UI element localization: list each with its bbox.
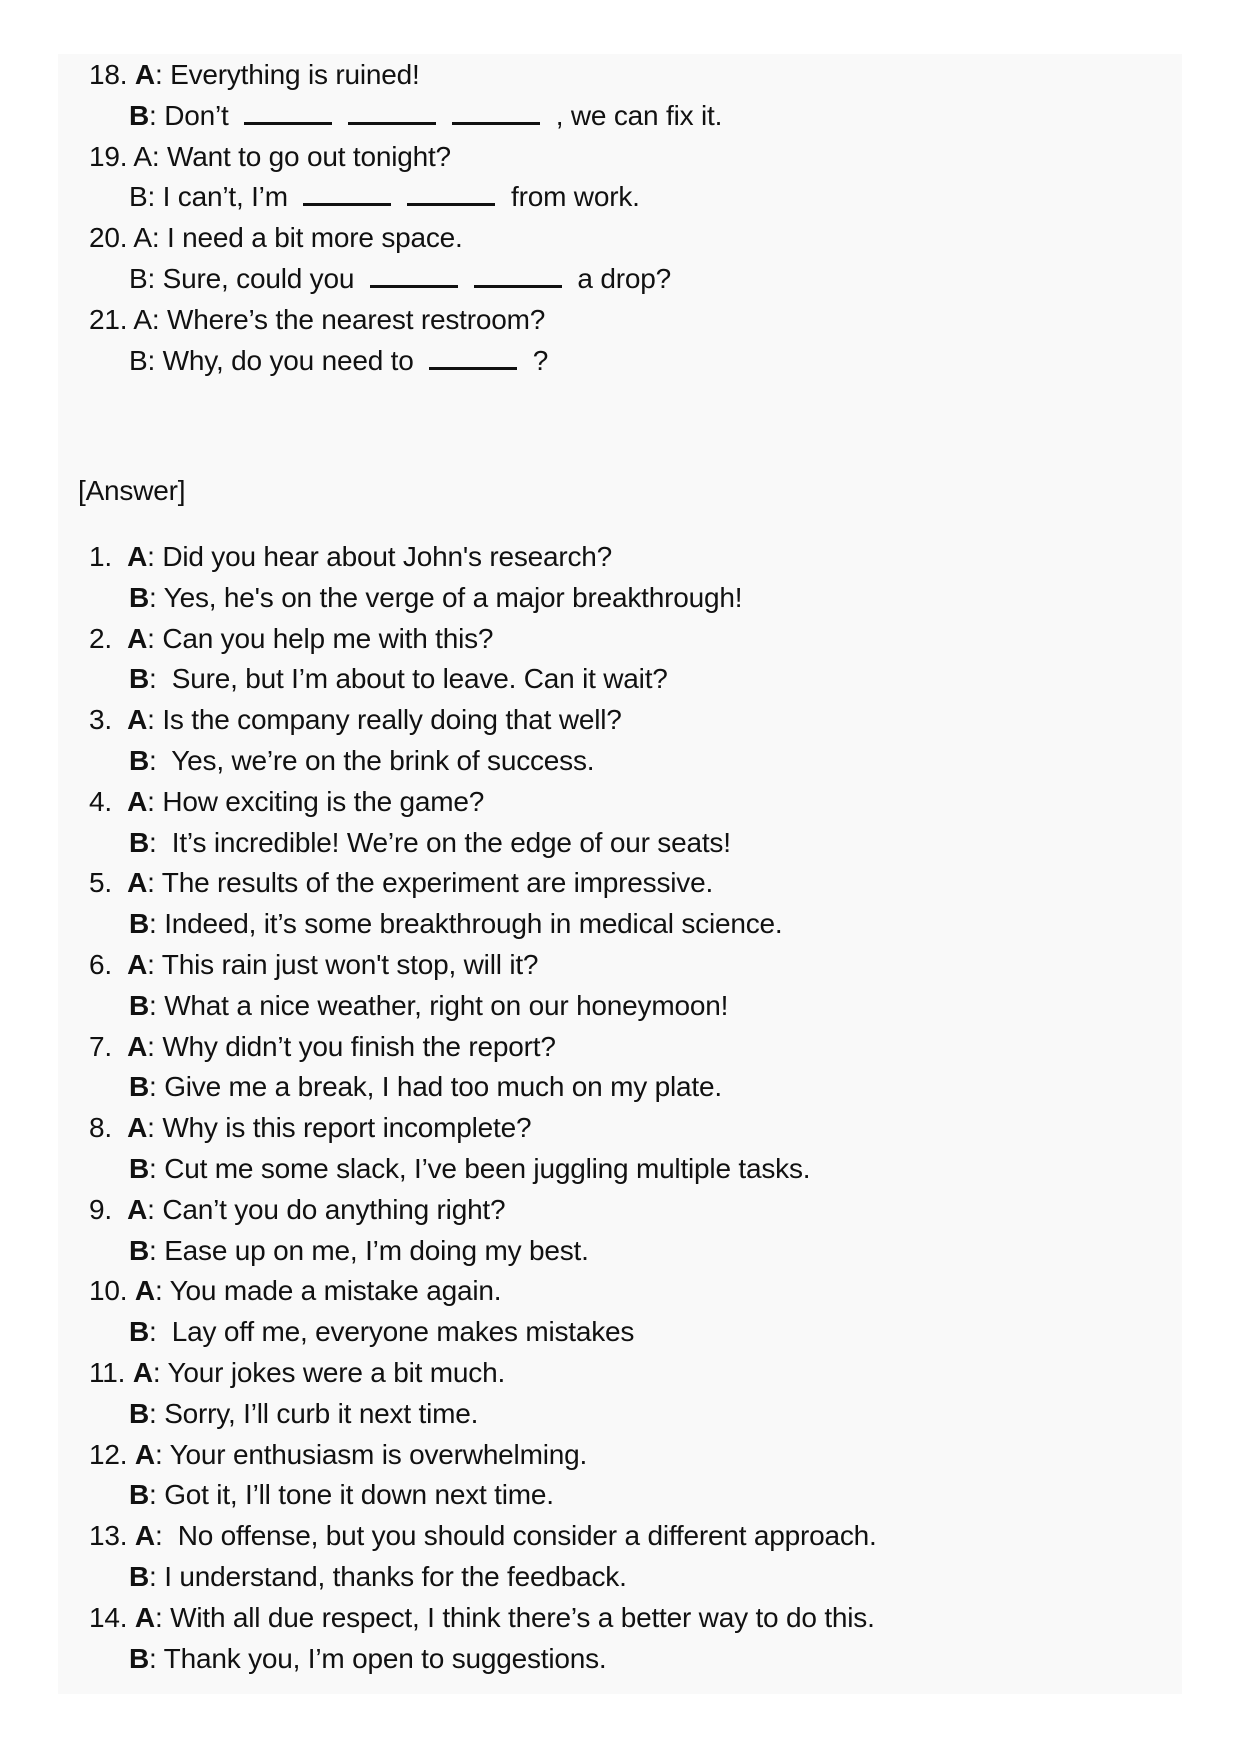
speaker-a-text: : I need a bit more space. [151, 222, 463, 254]
speaker-a-label: A [134, 59, 155, 90]
question-line-b [129, 258, 671, 299]
speaker-b-label: B [129, 181, 148, 213]
answer-number: 2. [89, 622, 112, 654]
speaker-b-text: : I understand, thanks for the feedback. [149, 1561, 627, 1592]
answer-line-b [129, 1230, 589, 1271]
speaker-b-text: : I can’t, I’m [147, 181, 288, 213]
speaker-a-text: : The results of the experiment are impressive. [147, 867, 714, 899]
speaker-a-text: : Why didn’t you finish the report? [147, 1030, 556, 1062]
speaker-a-label: A [127, 785, 148, 817]
question-line-a [89, 299, 545, 340]
speaker-a-text: : Is the company really doing that well? [147, 704, 622, 736]
question-line-b [129, 95, 722, 136]
speaker-a-text: : This rain just won't stop, will it? [147, 949, 539, 980]
speaker-a-label: A [133, 303, 152, 335]
speaker-a-label: A [127, 867, 148, 899]
answer-number: 6. [89, 949, 112, 980]
answer-blank[interactable] [348, 96, 436, 125]
question-number: 21. [89, 303, 128, 335]
speaker-b-text: : Give me a break, I had too much on my plate. [149, 1071, 722, 1103]
answer-number: 4. [89, 785, 112, 817]
speaker-b-text: : Ease up on me, I’m doing my best. [149, 1234, 589, 1266]
answer-line-b [129, 1066, 722, 1107]
speaker-b-label: B [129, 99, 150, 131]
speaker-b-text: : Yes, we’re on the brink of success. [149, 745, 595, 776]
speaker-b-label: B [129, 1397, 150, 1429]
speaker-a-text: : Did you hear about John's research? [147, 541, 613, 572]
answer-blank[interactable] [303, 177, 391, 206]
speaker-b-text: : What a nice weather, right on our honeymoon! [149, 989, 729, 1021]
speaker-a-text: : Want to go out tonight? [151, 140, 451, 172]
speaker-a-label: A [127, 1112, 148, 1144]
question-line-a [89, 136, 451, 177]
answer-number: 8. [89, 1112, 112, 1144]
answer-line-a [89, 1026, 556, 1067]
question-line-a [89, 54, 420, 95]
answer-line-a [89, 781, 484, 822]
speaker-a-text: : No offense, but you should consider a different approach. [154, 1520, 877, 1552]
speaker-a-text: : Everything is ruined! [154, 59, 420, 90]
answer-line-a [89, 944, 538, 985]
speaker-a-text: : With all due respect, I think there’s a better way to do this. [154, 1601, 875, 1633]
speaker-a-text: : Can’t you do anything right? [147, 1193, 506, 1225]
answer-line-a [89, 1107, 531, 1148]
answer-line-a [89, 1597, 875, 1638]
speaker-b-text: : It’s incredible! We’re on the edge of our seats! [149, 826, 731, 858]
answer-blank[interactable] [429, 341, 517, 370]
answer-blank[interactable] [407, 177, 495, 206]
speaker-b-text-after: a drop? [577, 263, 671, 294]
speaker-b-label: B [129, 344, 148, 376]
speaker-b-text: : Indeed, it’s some breakthrough in medical science. [149, 908, 783, 940]
speaker-b-label: B [129, 263, 148, 294]
speaker-b-label: B [129, 581, 150, 613]
answer-number: 1. [89, 541, 112, 572]
speaker-b-label: B [129, 989, 150, 1021]
speaker-b-label: B [129, 1561, 150, 1592]
answer-line-b [129, 1148, 810, 1189]
answer-number: 14. [89, 1601, 128, 1633]
speaker-a-label: A [127, 1030, 148, 1062]
answer-line-a [89, 862, 713, 903]
question-number: 18. [89, 59, 128, 90]
answer-line-a [89, 1434, 587, 1475]
answer-number: 10. [89, 1275, 128, 1307]
speaker-b-text: : Don’t [149, 99, 229, 131]
speaker-a-text: : Where’s the nearest restroom? [151, 303, 546, 335]
answer-heading: [Answer] [78, 475, 186, 506]
speaker-b-label: B [129, 826, 150, 858]
answer-number: 12. [89, 1438, 128, 1470]
answer-line-b [129, 822, 731, 863]
answer-number: 11. [89, 1357, 126, 1388]
answer-line-b [129, 740, 594, 781]
speaker-a-label: A [134, 1520, 155, 1552]
speaker-b-text: : Yes, he's on the verge of a major breakthrough! [149, 581, 743, 613]
speaker-a-text: : Your enthusiasm is overwhelming. [154, 1438, 588, 1470]
speaker-b-text: : Why, do you need to [147, 344, 414, 376]
speaker-a-text: : Can you help me with this? [147, 622, 494, 654]
answer-line-b [129, 658, 668, 699]
speaker-b-text: : Sure, could you [147, 263, 355, 294]
answer-blank[interactable] [244, 96, 332, 125]
speaker-a-label: A [133, 140, 152, 172]
speaker-a-label: A [134, 1438, 155, 1470]
answer-number: 3. [89, 704, 112, 736]
speaker-b-text: : Got it, I’ll tone it down next time. [149, 1479, 554, 1511]
speaker-a-text: : Your jokes were a bit much. [152, 1357, 506, 1388]
speaker-a-label: A [134, 1601, 155, 1633]
answer-line-b [129, 1638, 607, 1679]
speaker-b-label: B [129, 1234, 150, 1266]
answer-line-b [129, 577, 742, 618]
question-line-b [129, 340, 548, 381]
speaker-a-label: A [127, 541, 148, 572]
answer-line-b [129, 1393, 478, 1434]
speaker-b-label: B [129, 745, 150, 776]
answer-line-b [129, 985, 728, 1026]
answer-line-a [89, 1189, 505, 1230]
speaker-a-label: A [127, 622, 148, 654]
speaker-a-text: : How exciting is the game? [147, 785, 485, 817]
answer-line-a [89, 1352, 505, 1393]
speaker-b-label: B [129, 1153, 150, 1184]
question-line-a [89, 217, 463, 258]
answer-line-b [129, 1474, 554, 1515]
answer-number: 7. [89, 1030, 112, 1062]
answer-blank[interactable] [370, 259, 458, 288]
speaker-a-label: A [133, 222, 152, 254]
answer-line-a [89, 536, 612, 577]
answer-number: 5. [89, 867, 112, 899]
answer-blank[interactable] [452, 96, 540, 125]
question-number: 20. [89, 222, 128, 254]
speaker-a-text: : You made a mistake again. [154, 1275, 502, 1307]
speaker-b-text: : Sorry, I’ll curb it next time. [149, 1397, 479, 1429]
answer-number: 13. [89, 1520, 128, 1552]
question-number: 19. [89, 140, 128, 172]
speaker-b-text-after: from work. [511, 181, 640, 213]
speaker-b-text: : Lay off me, everyone makes mistakes [149, 1316, 635, 1348]
speaker-b-label: B [129, 1316, 150, 1348]
answer-line-b [129, 1311, 634, 1352]
speaker-b-label: B [129, 663, 150, 695]
speaker-b-label: B [129, 908, 150, 940]
speaker-b-text-after: ? [532, 344, 549, 376]
speaker-a-label: A [132, 1357, 153, 1388]
answer-line-b [129, 903, 782, 944]
speaker-b-text: : Thank you, I’m open to suggestions. [149, 1642, 607, 1674]
speaker-b-label: B [129, 1071, 150, 1103]
answer-line-a [89, 618, 493, 659]
speaker-a-label: A [127, 949, 148, 980]
answer-line-a [89, 699, 622, 740]
speaker-a-label: A [134, 1275, 155, 1307]
speaker-b-label: B [129, 1479, 150, 1511]
answer-line-b [129, 1556, 627, 1597]
answer-line-a [89, 1270, 501, 1311]
speaker-b-text: : Cut me some slack, I’ve been juggling multiple tasks. [149, 1153, 811, 1184]
question-line-b [129, 176, 640, 217]
speaker-a-text: : Why is this report incomplete? [147, 1112, 532, 1144]
answer-line-a [89, 1515, 877, 1556]
speaker-a-label: A [127, 1193, 148, 1225]
speaker-b-label: B [129, 1642, 150, 1674]
speaker-b-text-after: , we can fix it. [555, 99, 723, 131]
answer-number: 9. [89, 1193, 112, 1225]
answer-blank[interactable] [474, 259, 562, 288]
speaker-a-label: A [127, 704, 148, 736]
speaker-b-text: : Sure, but I’m about to leave. Can it wait? [149, 663, 668, 695]
